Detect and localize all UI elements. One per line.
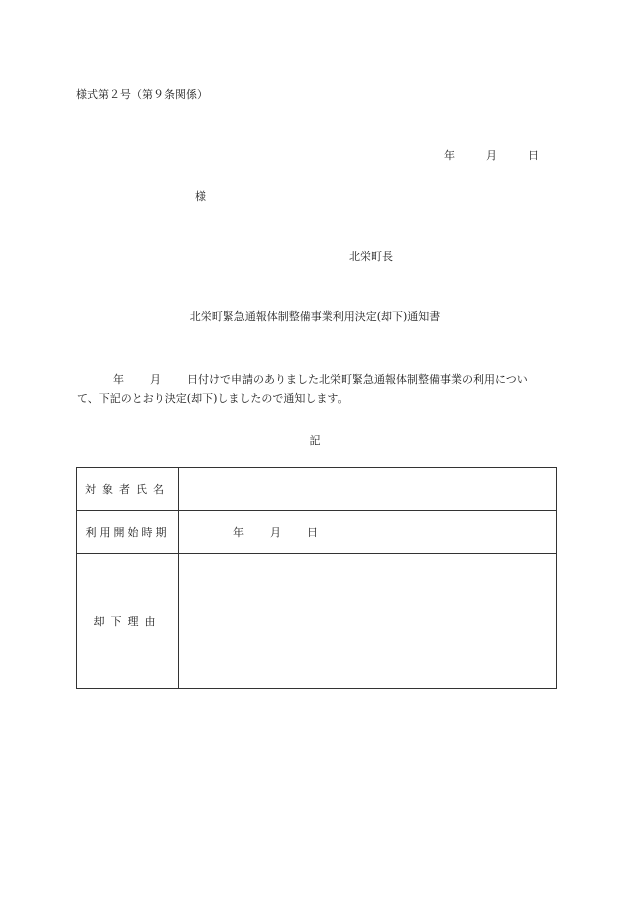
body-line-1-text: 日付けで申請のありました北栄町緊急通報体制整備事業の利用につい [187, 373, 528, 386]
body-line-1 [77, 370, 555, 389]
table-label-start-date: 利用開始時期 [77, 511, 179, 554]
rejection-reason-field [179, 554, 557, 689]
recipient-suffix: 様 [195, 190, 206, 203]
header-date-month: 月 [486, 149, 497, 162]
table-row [77, 554, 557, 689]
info-table [76, 467, 557, 689]
header-date-day: 日 [528, 149, 539, 162]
table-label-rejection-reason: 却下理由 [77, 554, 179, 689]
target-name-field [179, 468, 557, 511]
table-row [77, 511, 557, 554]
body-month: 月 [150, 373, 161, 386]
issuer-name: 北栄町長 [349, 250, 393, 263]
form-number: 様式第２号（第９条関係） [76, 88, 208, 101]
document-title: 北栄町緊急通報体制整備事業利用決定(却下)通知書 [189, 310, 441, 323]
start-date-day: 日 [307, 526, 318, 539]
body-line-2: て、下記のとおり決定(却下)しましたので通知します。 [77, 392, 349, 405]
header-date [444, 147, 539, 163]
table-label-target-name: 対象者氏名 [77, 468, 179, 511]
table-row [77, 468, 557, 511]
header-date-year: 年 [444, 149, 455, 162]
note-label: 記 [309, 434, 321, 447]
start-date-month: 月 [270, 526, 281, 539]
start-date-field [179, 511, 557, 554]
body-paragraph [77, 370, 555, 408]
start-date-year: 年 [233, 526, 244, 539]
body-year: 年 [113, 373, 124, 386]
